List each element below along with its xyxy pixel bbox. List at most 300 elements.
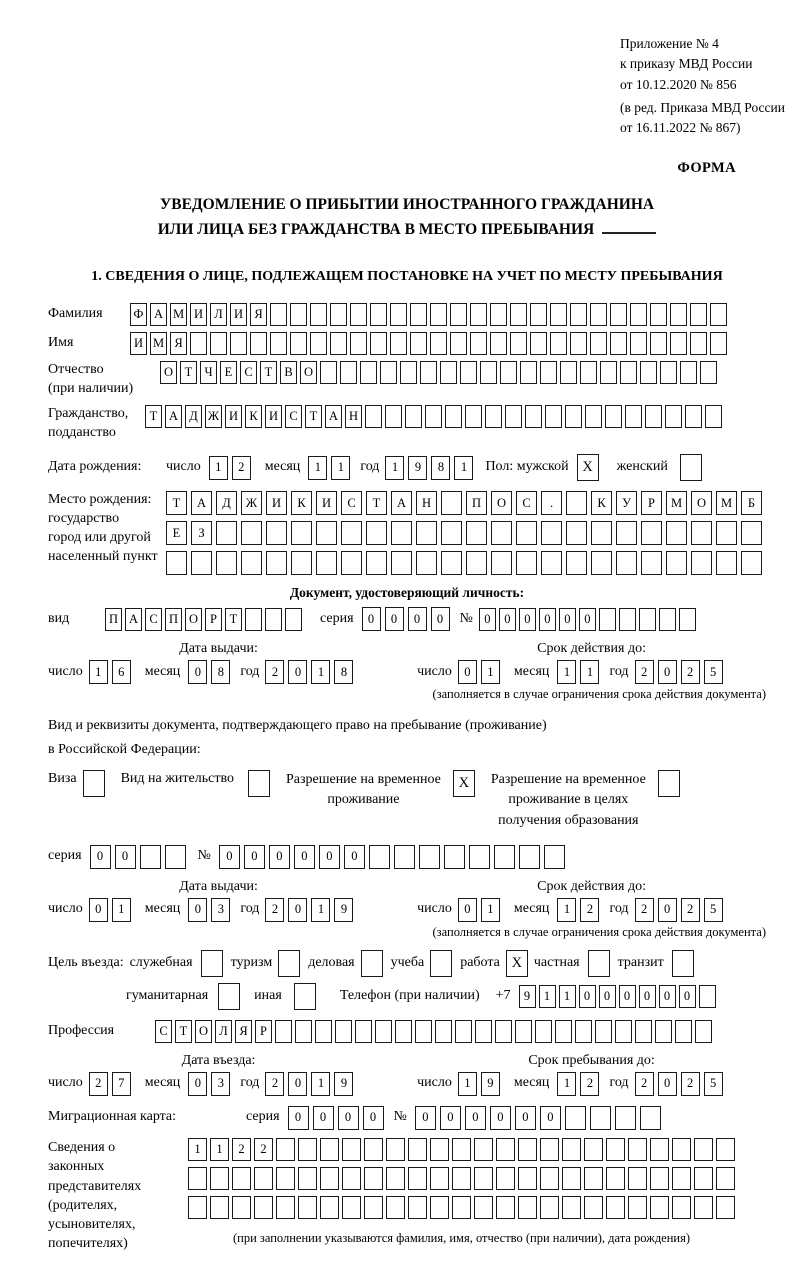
char-cell	[315, 1020, 332, 1043]
char-cell	[370, 303, 387, 326]
char-cell	[425, 405, 442, 428]
char-cell	[515, 1020, 532, 1043]
char-cell	[491, 521, 512, 545]
char-cell: 1	[311, 660, 330, 684]
char-cell	[375, 1020, 392, 1043]
char-cell: 1	[188, 1138, 207, 1161]
char-cell: 1	[209, 456, 228, 480]
stay-until-group: Срок пребывания до: число 1 9 месяц 1 2 год 2 0 2 5	[417, 1053, 766, 1096]
char-cell: 0	[440, 1106, 461, 1130]
char-cell	[188, 1167, 207, 1190]
surname-label: Фамилия	[48, 305, 103, 321]
char-cell	[628, 1196, 647, 1219]
char-cell: А	[125, 608, 142, 631]
char-cell	[490, 303, 507, 326]
char-cell	[530, 303, 547, 326]
char-cell: 1	[458, 1072, 477, 1096]
char-cell	[694, 1138, 713, 1161]
char-cell	[165, 845, 186, 869]
guardians-right	[188, 1138, 735, 1246]
char-cell: Т	[166, 491, 187, 515]
char-cell	[741, 521, 762, 545]
char-cell	[295, 1020, 312, 1043]
char-cell	[540, 361, 557, 384]
purpose-official-checkbox	[201, 950, 223, 977]
char-cell	[285, 608, 302, 631]
char-cell	[628, 1167, 647, 1190]
guardians-row-1	[188, 1138, 735, 1161]
citizenship-label: Гражданство, подданство	[48, 405, 129, 440]
char-cell: 0	[431, 607, 450, 631]
char-cell	[519, 845, 540, 869]
char-cell	[716, 521, 737, 545]
char-cell	[640, 361, 657, 384]
char-cell: 0	[188, 898, 207, 922]
char-cell	[705, 405, 722, 428]
char-cell	[465, 405, 482, 428]
char-cell	[450, 332, 467, 355]
char-cell	[595, 1020, 612, 1043]
char-cell	[620, 361, 637, 384]
char-cell: 0	[188, 660, 207, 684]
char-cell	[420, 361, 437, 384]
char-cell: П	[466, 491, 487, 515]
char-cell: М	[666, 491, 687, 515]
char-cell: 0	[362, 607, 381, 631]
entry-date-group: Дата въезда: число 2 7 месяц 0 3 год 2 0 1 9	[48, 1053, 389, 1096]
char-cell: 2	[635, 1072, 654, 1096]
char-cell	[452, 1196, 471, 1219]
guardians-row-2	[188, 1167, 735, 1190]
char-cell	[590, 332, 607, 355]
char-cell	[430, 332, 447, 355]
char-cell	[475, 1020, 492, 1043]
char-cell	[452, 1167, 471, 1190]
appendix-block	[620, 34, 800, 138]
char-cell	[369, 845, 390, 869]
char-cell	[628, 1138, 647, 1161]
char-cell: Л	[215, 1020, 232, 1043]
permit-dates	[48, 879, 766, 922]
char-cell	[659, 608, 676, 631]
char-cell: 3	[211, 1072, 230, 1096]
char-cell	[440, 361, 457, 384]
identity-doc-heading: Документ, удостоверяющий личность:	[289, 585, 525, 601]
char-cell	[466, 551, 487, 575]
char-cell	[385, 405, 402, 428]
birth-day-cells	[209, 456, 251, 480]
char-cell	[670, 332, 687, 355]
char-cell	[232, 1167, 251, 1190]
char-cell: З	[191, 521, 212, 545]
char-cell	[470, 303, 487, 326]
char-cell	[430, 1138, 449, 1161]
edu-residence-option	[491, 770, 680, 831]
purpose-row: Цель въезда: служебная туризм деловая учеба работа X частная транзит	[48, 950, 766, 977]
char-cell: 1	[311, 1072, 330, 1096]
visa-option	[48, 770, 105, 797]
char-cell	[520, 361, 537, 384]
char-cell: С	[145, 608, 162, 631]
char-cell: 2	[580, 898, 599, 922]
char-cell	[386, 1138, 405, 1161]
char-cell: 0	[639, 985, 656, 1008]
char-cell	[350, 332, 367, 355]
guardians-note: (при заполнении указываются фамилия, имя, отчество (при наличии), дата рождения)	[232, 1230, 691, 1245]
char-cell	[591, 521, 612, 545]
stay-day	[458, 1072, 500, 1096]
char-cell	[320, 1196, 339, 1219]
char-cell	[550, 332, 567, 355]
char-cell	[480, 361, 497, 384]
stay-month	[557, 1072, 599, 1096]
char-cell	[610, 303, 627, 326]
char-cell	[474, 1167, 493, 1190]
migration-card-row: Миграционная карта: серия 0 0 0 0 № 0 0 0 0 0 0	[48, 1106, 766, 1130]
char-cell: И	[225, 405, 242, 428]
char-cell: Т	[180, 361, 197, 384]
migration-series-cells	[288, 1106, 384, 1130]
char-cell: .	[541, 491, 562, 515]
passport-issue-day	[89, 660, 131, 684]
char-cell	[606, 1138, 625, 1161]
char-cell	[460, 361, 477, 384]
char-cell	[210, 332, 227, 355]
char-cell: 0	[559, 608, 576, 631]
char-cell	[672, 1167, 691, 1190]
char-cell: Т	[260, 361, 277, 384]
char-cell	[584, 1138, 603, 1161]
char-cell	[291, 551, 312, 575]
doc-type-label: вид	[48, 610, 70, 626]
char-cell	[555, 1020, 572, 1043]
char-cell: Т	[225, 608, 242, 631]
char-cell: 9	[408, 456, 427, 480]
char-cell	[335, 1020, 352, 1043]
purpose-row-2: гуманитарная иная Телефон (при наличии) +7 9 1 1 0 0 0 0 0 0	[48, 983, 766, 1010]
char-cell	[606, 1167, 625, 1190]
passport-valid-year	[635, 660, 723, 684]
char-cell: 0	[515, 1106, 536, 1130]
char-cell	[650, 1138, 669, 1161]
char-cell: К	[591, 491, 612, 515]
char-cell	[530, 332, 547, 355]
char-cell	[641, 551, 662, 575]
char-cell: Н	[345, 405, 362, 428]
char-cell: 1	[580, 660, 599, 684]
char-cell: В	[280, 361, 297, 384]
permit-valid-group: Срок действия до: число 0 1 месяц 1 2 год 2 0 2 5	[417, 879, 766, 922]
char-cell	[416, 551, 437, 575]
char-cell: 0	[479, 608, 496, 631]
char-cell	[455, 1020, 472, 1043]
char-cell	[441, 521, 462, 545]
purpose-tourism-checkbox	[278, 950, 300, 977]
char-cell: 0	[658, 1072, 677, 1096]
char-cell	[230, 332, 247, 355]
name-cells	[130, 332, 727, 355]
char-cell	[699, 985, 716, 1008]
char-cell: 0	[490, 1106, 511, 1130]
birthplace-row-3	[166, 551, 762, 575]
passport-valid-group: Срок действия до: число 0 1 месяц 1 1 год 2 0 2 5	[417, 641, 766, 684]
char-cell	[395, 1020, 412, 1043]
char-cell: А	[391, 491, 412, 515]
char-cell	[275, 1020, 292, 1043]
char-cell	[391, 551, 412, 575]
char-cell: Б	[741, 491, 762, 515]
char-cell	[630, 332, 647, 355]
char-cell	[241, 521, 262, 545]
stay-until-heading: Срок пребывания до:	[528, 1052, 655, 1068]
char-cell: Р	[205, 608, 222, 631]
char-cell	[298, 1138, 317, 1161]
char-cell: Р	[641, 491, 662, 515]
migration-card-label: Миграционная карта:	[48, 1109, 177, 1125]
char-cell: 0	[579, 985, 596, 1008]
permit-number-label: №	[197, 848, 211, 864]
char-cell	[298, 1167, 317, 1190]
char-cell: 0	[288, 1106, 309, 1130]
char-cell: Н	[416, 491, 437, 515]
char-cell	[566, 551, 587, 575]
doc-series-cells	[362, 607, 450, 631]
char-cell: 0	[319, 845, 340, 869]
char-cell	[386, 1167, 405, 1190]
char-cell: Ж	[205, 405, 222, 428]
char-cell	[416, 521, 437, 545]
visa-label: Виза	[48, 771, 77, 786]
char-cell	[650, 1167, 669, 1190]
char-cell	[320, 361, 337, 384]
char-cell	[266, 521, 287, 545]
permit-number-cells	[219, 845, 565, 869]
char-cell	[330, 303, 347, 326]
char-cell	[672, 1138, 691, 1161]
char-cell	[516, 551, 537, 575]
char-cell	[716, 551, 737, 575]
amendment-block	[620, 98, 800, 139]
char-cell	[250, 332, 267, 355]
char-cell	[616, 551, 637, 575]
char-cell	[570, 303, 587, 326]
char-cell	[435, 1020, 452, 1043]
forma-label: ФОРМА	[677, 160, 736, 177]
char-cell: 1	[539, 985, 556, 1008]
char-cell	[540, 1196, 559, 1219]
char-cell: 1	[308, 456, 327, 480]
char-cell	[241, 551, 262, 575]
temp-residence-option	[286, 770, 475, 811]
char-cell	[390, 332, 407, 355]
char-cell: 0	[288, 898, 307, 922]
char-cell: 0	[313, 1106, 334, 1130]
birthplace-row-2	[166, 521, 762, 545]
char-cell: 0	[385, 607, 404, 631]
char-cell	[496, 1138, 515, 1161]
char-cell	[474, 1138, 493, 1161]
form-title-line-1: УВЕДОМЛЕНИЕ О ПРИБЫТИИ ИНОСТРАННОГО ГРАЖДАНИНА	[159, 196, 655, 214]
char-cell	[606, 1196, 625, 1219]
char-cell: 0	[89, 898, 108, 922]
char-cell	[254, 1196, 273, 1219]
char-cell: 1	[210, 1138, 229, 1161]
char-cell	[616, 521, 637, 545]
char-cell	[518, 1167, 537, 1190]
temp-residence-label: Разрешение на временное проживание	[285, 772, 441, 808]
appendix-line-1: Приложение № 4	[620, 36, 719, 51]
char-cell	[469, 845, 490, 869]
char-cell	[562, 1167, 581, 1190]
char-cell: 9	[334, 1072, 353, 1096]
char-cell: 2	[681, 660, 700, 684]
passport-issue-year	[265, 660, 353, 684]
passport-dates	[48, 641, 766, 684]
char-cell: И	[130, 332, 147, 355]
char-cell	[430, 303, 447, 326]
char-cell	[445, 405, 462, 428]
entry-day	[89, 1072, 131, 1096]
char-cell	[452, 1138, 471, 1161]
char-cell	[550, 303, 567, 326]
char-cell: 0	[599, 985, 616, 1008]
char-cell: О	[300, 361, 317, 384]
char-cell: 8	[334, 660, 353, 684]
char-cell	[655, 1020, 672, 1043]
char-cell	[390, 303, 407, 326]
char-cell: Л	[210, 303, 227, 326]
residence-permit-option	[121, 770, 270, 797]
char-cell	[625, 405, 642, 428]
char-cell: Т	[145, 405, 162, 428]
guardians-label: Сведения о законных представителях (родителях, усыновителях, попечителях)	[48, 1139, 142, 1252]
char-cell	[415, 1020, 432, 1043]
char-cell	[610, 332, 627, 355]
char-cell	[691, 551, 712, 575]
char-cell	[535, 1020, 552, 1043]
issue-date-heading: Дата выдачи:	[179, 641, 258, 657]
char-cell: К	[245, 405, 262, 428]
amendment-line-2: от 16.11.2022 № 867)	[620, 120, 741, 135]
amendment-line-1: (в ред. Приказа МВД России	[620, 99, 785, 115]
char-cell: Е	[166, 521, 187, 545]
sex-female-checkbox	[680, 454, 702, 481]
char-cell	[716, 1167, 735, 1190]
char-cell	[430, 1167, 449, 1190]
form-title-line-2: ИЛИ ЛИЦА БЕЗ ГРАЖДАНСТВА В МЕСТО ПРЕБЫВАНИЯ	[48, 218, 766, 243]
guardians-cell-rows	[188, 1138, 735, 1219]
permit-valid-day	[458, 898, 500, 922]
purpose-business-checkbox	[361, 950, 383, 977]
char-cell	[635, 1020, 652, 1043]
char-cell	[599, 608, 616, 631]
char-cell	[355, 1020, 372, 1043]
entry-month	[188, 1072, 230, 1096]
char-cell: К	[291, 491, 312, 515]
char-cell: 0	[540, 1106, 561, 1130]
char-cell: 0	[188, 1072, 207, 1096]
char-cell: 0	[294, 845, 315, 869]
char-cell	[741, 551, 762, 575]
char-cell	[276, 1138, 295, 1161]
char-cell: 2	[232, 1138, 251, 1161]
char-cell: 0	[408, 607, 427, 631]
char-cell	[394, 845, 415, 869]
char-cell	[695, 1020, 712, 1043]
char-cell	[544, 845, 565, 869]
entry-dates	[48, 1053, 766, 1096]
char-cell: О	[491, 491, 512, 515]
residence-permit-checkbox	[248, 770, 270, 797]
birthdate-label: Дата рождения:	[48, 459, 142, 475]
purpose-transit-checkbox	[672, 950, 694, 977]
permit-issue-group: Дата выдачи: число 0 1 месяц 0 3 год 2 0 1 9	[48, 879, 389, 922]
char-cell	[666, 521, 687, 545]
char-cell: 9	[519, 985, 536, 1008]
char-cell	[365, 405, 382, 428]
char-cell: С	[155, 1020, 172, 1043]
char-cell: Д	[185, 405, 202, 428]
char-cell	[700, 361, 717, 384]
patronymic-label: Отчество (при наличии)	[48, 361, 134, 396]
char-cell	[474, 1196, 493, 1219]
doc-type-row	[48, 607, 766, 631]
char-cell	[562, 1138, 581, 1161]
purpose-work-checkbox: X	[506, 950, 528, 977]
char-cell	[510, 332, 527, 355]
blank-line	[602, 232, 656, 234]
char-cell: 3	[211, 898, 230, 922]
temp-residence-checkbox: X	[453, 770, 475, 797]
phone-cells	[519, 985, 716, 1008]
edu-residence-checkbox	[658, 770, 680, 797]
char-cell: 2	[635, 660, 654, 684]
char-cell: 8	[211, 660, 230, 684]
char-cell	[188, 1196, 207, 1219]
char-cell: 1	[311, 898, 330, 922]
char-cell: Т	[305, 405, 322, 428]
char-cell	[342, 1196, 361, 1219]
char-cell	[580, 361, 597, 384]
char-cell	[670, 303, 687, 326]
sex-male-checkbox: X	[577, 454, 599, 481]
char-cell: О	[195, 1020, 212, 1043]
char-cell	[660, 361, 677, 384]
char-cell: П	[105, 608, 122, 631]
char-cell	[342, 1138, 361, 1161]
surname-cells	[130, 303, 727, 326]
char-cell	[210, 1167, 229, 1190]
char-cell	[672, 1196, 691, 1219]
char-cell	[430, 1196, 449, 1219]
char-cell	[290, 303, 307, 326]
char-cell	[391, 521, 412, 545]
char-cell	[490, 332, 507, 355]
char-cell	[366, 521, 387, 545]
char-cell: 1	[559, 985, 576, 1008]
purpose-label: Цель въезда:	[48, 954, 124, 970]
char-cell: 0	[219, 845, 240, 869]
month-label: месяц	[264, 459, 301, 475]
char-cell	[694, 1167, 713, 1190]
char-cell	[518, 1196, 537, 1219]
char-cell: 9	[481, 1072, 500, 1096]
birthplace-cell-rows	[166, 491, 762, 575]
char-cell: 0	[499, 608, 516, 631]
profession-label: Профессия	[48, 1022, 115, 1038]
doc-type-cells	[105, 608, 302, 631]
entry-year	[265, 1072, 353, 1096]
